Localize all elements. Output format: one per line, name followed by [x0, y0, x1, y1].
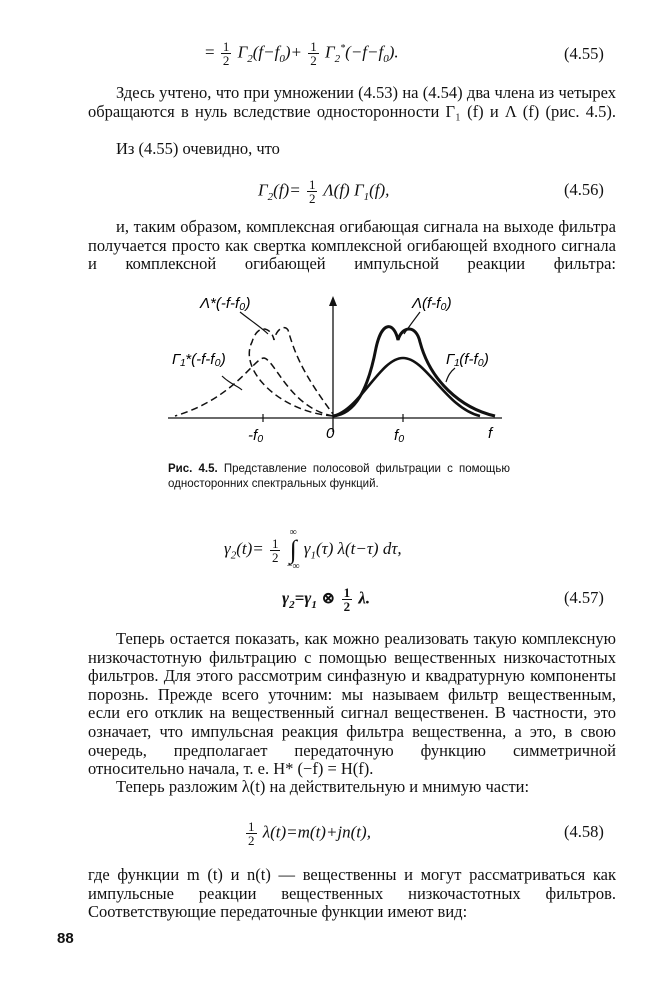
equation-4-57a: $\gamma_2(t)=$ $\frac{1}{2}$ ∞ ∫ −∞ $\gamma_1(\tau)$ λ(t−τ) dτ, — [224, 527, 402, 572]
axis-label-f: f — [488, 425, 493, 442]
equation-4-57b: $\gamma_2=\gamma_1$ ⊗ $\frac{1}{2}$ λ. — [282, 585, 371, 614]
figure-caption — [168, 462, 510, 492]
paragraph-6: где функции m (t) и n(t) — вещественны и могут рассматриваться как импульсные реакции вещественных низкочастотных фильтров. Соответствующие передаточные функции имеют вид: — [88, 865, 616, 922]
caption-label: Рис. 4.5. — [168, 463, 218, 475]
label-gamma: Γ₁(f-f₀) — [446, 351, 489, 368]
label-lambda: Λ(f-f₀) — [412, 295, 452, 312]
paragraph-5: Теперь разложим λ(t) на действительную и мнимую части: — [116, 777, 530, 796]
paragraph-1: Здесь учтено, что при умножении (4.53) на (4.54) два члена из четырех обращаются в нуль вследствие односторонности Γ₁ (f) и Λ (f) (рис. 4.5). — [88, 83, 616, 121]
equation-4-58: $\frac{1}{2}$ λ(t)=m(t)+jn(t), — [248, 819, 371, 848]
lambda-curve — [333, 327, 495, 416]
paragraph-4: Теперь остается показать, как можно реализовать такую комплексную низкочастотную фильтрацию с помощью вещественных низкочастотных фильтров. Для этого рассмотрим синфазную и квадратурную компоненты порознь. Прежде всего уточним: мы называем фильтр вещественным, если его отклик на вещественный сигнал вещественен. В частности, это означает, что импульсная реакция фильтра вещественна, а это, в свою очередь, предполагает передаточную функцию симметричной относительно начала, т. е. H* (−f) = H(f). — [88, 629, 616, 779]
vertical-axis-arrow — [329, 296, 337, 306]
lambda-star-curve — [249, 328, 333, 416]
tick-label-neg-f0: -f₀ — [248, 427, 264, 444]
paragraph-2: Из (4.55) очевидно, что — [116, 139, 280, 158]
tick-label-f0: f₀ — [394, 427, 405, 444]
equation-number-4-55: (4.55) — [564, 44, 604, 63]
equation-number-4-58: (4.58) — [564, 822, 604, 841]
label-gamma-star: Γ₁*(-f-f₀) — [172, 351, 226, 368]
equation-4-55: = $\frac{1}{2}$ $\Gamma_2(f-f_0)+$ $\frac{1}{2}$ $\Gamma_2^*(-f-f_0)$. — [205, 39, 399, 68]
equation-4-56: $\Gamma_2(f)=$ $\frac{1}{2}$ Λ(f) $\Gamma_1(f)$, — [258, 177, 390, 206]
label-lambda-star: Λ*(-f-f₀) — [200, 295, 251, 312]
equation-number-4-56: (4.56) — [564, 180, 604, 199]
tick-label-zero: 0 — [326, 425, 335, 442]
page-number: 88 — [57, 930, 74, 947]
figure-4-5 — [150, 290, 510, 450]
caption-text: Представление полосовой фильтрации с помощью односторонних спектральных функций. — [168, 463, 510, 490]
paragraph-3: и, таким образом, комплексная огибающая сигнала на выходе фильтра получается просто как свертка комплексной огибающей входного сигнала и комплексной огибающей импульсной реакции фильтра: — [88, 217, 616, 274]
equation-number-4-57: (4.57) — [564, 588, 604, 607]
